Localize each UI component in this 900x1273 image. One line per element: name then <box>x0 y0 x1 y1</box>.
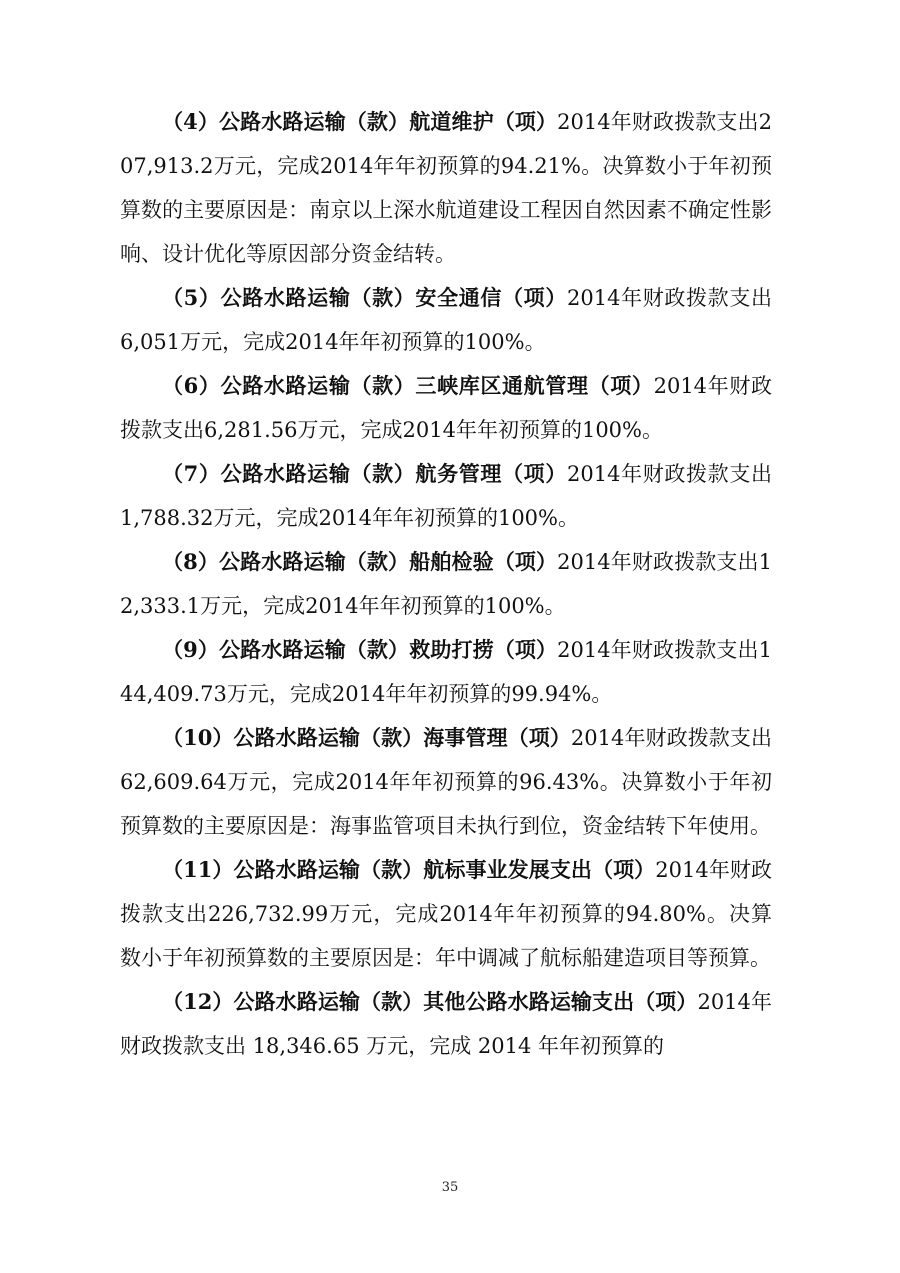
paragraph-body: 2014年财政拨款支出6,281.56万元，完成2014年年初预算的100%。 <box>120 374 772 442</box>
paragraph-item-9 <box>120 628 772 716</box>
paragraph-heading: （6）公路水路运输（款）三峡库区通航管理（项） <box>162 373 654 398</box>
page-body <box>120 100 772 1068</box>
paragraph-body: 2014年财政拨款支出 18,346.65 万元，完成 2014 年年初预算的 <box>120 990 772 1058</box>
paragraph-body: 2014年财政拨款支出6,051万元，完成2014年年初预算的100%。 <box>120 286 772 354</box>
paragraph-body: 2014年财政拨款支出226,732.99万元，完成2014年年初预算的94.80%。决算数小于年初预算数的主要原因是：年中调减了航标船建造项目等预算。 <box>120 858 772 970</box>
paragraph-body: 2014年财政拨款支出62,609.64万元，完成2014年年初预算的96.43%。决算数小于年初预算数的主要原因是：海事监管项目未执行到位，资金结转下年使用。 <box>120 726 772 838</box>
paragraph-heading: （9）公路水路运输（款）救助打捞（项） <box>162 637 558 662</box>
paragraph-body: 2014年财政拨款支出12,333.1万元，完成2014年年初预算的100%。 <box>120 550 772 618</box>
paragraph-heading: （11）公路水路运输（款）航标事业发展支出（项） <box>162 857 656 882</box>
paragraph-item-10 <box>120 716 772 848</box>
paragraph-item-12 <box>120 980 772 1068</box>
paragraph-item-7 <box>120 452 772 540</box>
paragraph-item-8 <box>120 540 772 628</box>
paragraph-item-6 <box>120 364 772 452</box>
paragraph-heading: （5）公路水路运输（款）安全通信（项） <box>162 285 567 310</box>
paragraph-heading: （4）公路水路运输（款）航道维护（项） <box>162 109 558 134</box>
paragraph-body: 2014年财政拨款支出144,409.73万元，完成2014年年初预算的99.94%。 <box>120 638 772 706</box>
paragraph-item-5 <box>120 276 772 364</box>
paragraph-body: 2014年财政拨款支出207,913.2万元，完成2014年年初预算的94.21%。决算数小于年初预算数的主要原因是：南京以上深水航道建设工程因自然因素不确定性影响、设计优化等原因部分资金结转。 <box>120 110 772 266</box>
paragraph-item-4 <box>120 100 772 276</box>
paragraph-item-11 <box>120 848 772 980</box>
paragraph-heading: （8）公路水路运输（款）船舶检验（项） <box>162 549 558 574</box>
paragraph-heading: （10）公路水路运输（款）海事管理（项） <box>162 725 571 750</box>
paragraph-heading: （7）公路水路运输（款）航务管理（项） <box>162 461 567 486</box>
page-number: 35 <box>441 1180 459 1195</box>
paragraph-heading: （12）公路水路运输（款）其他公路水路运输支出（项） <box>162 989 698 1014</box>
paragraph-body: 2014年财政拨款支出1,788.32万元，完成2014年年初预算的100%。 <box>120 462 772 530</box>
